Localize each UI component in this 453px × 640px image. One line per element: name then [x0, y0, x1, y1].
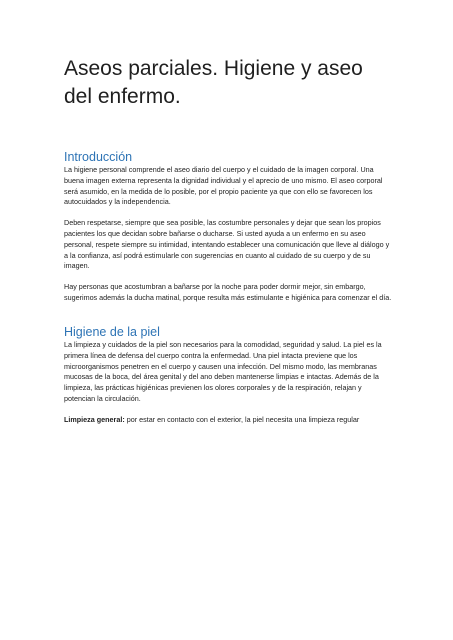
paragraph-limpieza-general — [64, 415, 394, 426]
paragraph: La higiene personal comprende el aseo diario del cuerpo y el cuidado de la imagen corporal. Una buena imagen externa representa la dignidad individual y el aprecio de uno mismo. El aseo corporal será asumido, en la medida de lo posible, por el propio paciente ya que con ello se favorecen los autocuidados y la independencia. — [64, 165, 383, 207]
page-title: Aseos parciales. Higiene y aseo del enfermo. — [64, 57, 363, 108]
paragraph: Hay personas que acostumbran a bañarse por la noche para poder dormir mejor, sin embargo, sugerimos además la ducha matinal, porque resulta más estimulante e higiénica para comenzar el día. — [64, 282, 392, 302]
section-heading: Higiene de la piel — [64, 325, 160, 339]
bold-lead-label: Limpieza general: — [64, 414, 125, 424]
lead-text: por estar en contacto con el exterior, la piel necesita una limpieza regular — [124, 414, 360, 424]
section-heading: Introducción — [64, 150, 133, 164]
paragraph: La limpieza y cuidados de la piel son necesarios para la comodidad, seguridad y salud. La piel es la primera línea de defensa del cuerpo contra la enfermedad. Una piel intacta previene que los microorganismos penetren en el cuerpo y causen una infección. Del mismo modo, las membranas mucosas de la boca, del área genital y del ano deben mantenerse limpias e intactas. Además de la limpieza, las prácticas higiénicas previenen los olores corporales y de la respiración, relajan y potencian la circulación. — [64, 340, 382, 403]
paragraph: Deben respetarse, siempre que sea posible, las costumbre personales y dejar que sean los propios pacientes los que decidan sobre bañarse o ducharse. Si usted ayuda a un enfermo en su aseo personal, respete siempre su intimidad, intentando establecer una comunicación que lleve al diálogo y a la confianza, así podrá estimularle con sugerencias en cuanto al cuidado de su cuerpo y de su imagen. — [64, 218, 390, 271]
section-higiene-piel — [64, 325, 394, 436]
section-introduccion — [64, 150, 394, 314]
